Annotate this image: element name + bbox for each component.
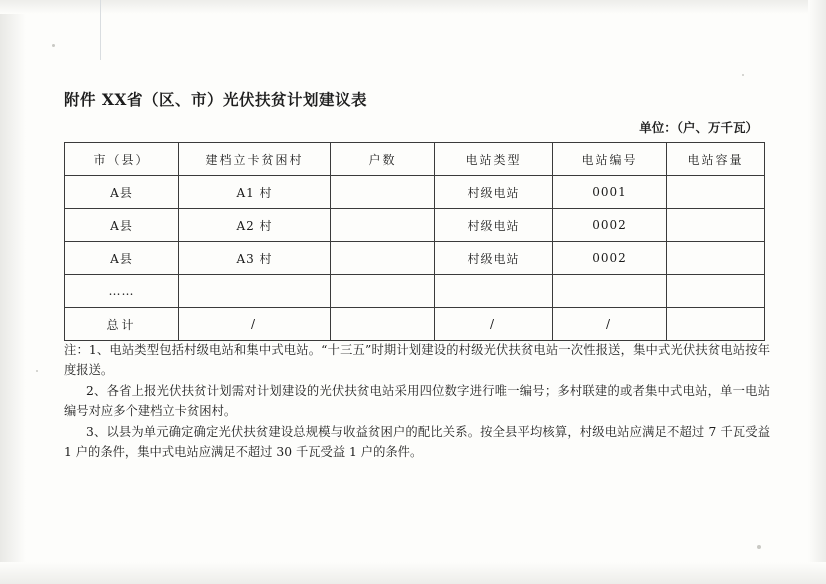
column-header-households: 户数 — [331, 143, 435, 176]
cell-city: A县 — [65, 242, 179, 275]
table-row — [65, 242, 765, 275]
table-row-ellipsis — [65, 275, 765, 308]
column-header-city: 市（县） — [65, 143, 179, 176]
cell-station-code: 0002 — [553, 209, 667, 242]
cell-station-type: 村级电站 — [435, 242, 553, 275]
table-row — [65, 209, 765, 242]
cell-station-capacity — [667, 275, 765, 308]
cell-households — [331, 308, 435, 341]
cell-station-type — [435, 275, 553, 308]
cell-households — [331, 275, 435, 308]
plan-table — [64, 142, 765, 341]
cell-village: A1 村 — [179, 176, 331, 209]
cell-station-type: 村级电站 — [435, 209, 553, 242]
cell-station-code: 0001 — [553, 176, 667, 209]
cell-city: A县 — [65, 176, 179, 209]
cell-station-code: / — [553, 308, 667, 341]
column-header-station-capacity: 电站容量 — [667, 143, 765, 176]
footnote-1: 注：1、电站类型包括村级电站和集中式电站。“十三五”时期计划建设的村级光伏扶贫电站一次性报送，集中式光伏扶贫电站按年度报送。 — [64, 343, 770, 377]
cell-station-capacity — [667, 209, 765, 242]
cell-households — [331, 242, 435, 275]
cell-station-code — [553, 275, 667, 308]
cell-station-code: 0002 — [553, 242, 667, 275]
table-row — [65, 176, 765, 209]
table-row-total — [65, 308, 765, 341]
column-header-station-type: 电站类型 — [435, 143, 553, 176]
cell-village: / — [179, 308, 331, 341]
footnote-2: 2、各省上报光伏扶贫计划需对计划建设的光伏扶贫电站采用四位数字进行唯一编号；多村联建的或者集中式电站，单一电站编号对应多个建档立卡贫困村。 — [64, 384, 770, 418]
cell-village: A2 村 — [179, 209, 331, 242]
cell-station-capacity — [667, 176, 765, 209]
footnotes — [64, 340, 770, 463]
cell-city: A县 — [65, 209, 179, 242]
table-header-row — [65, 143, 765, 176]
cell-village — [179, 275, 331, 308]
cell-households — [331, 209, 435, 242]
page-title: 附件 XX省（区、市）光伏扶贫计划建议表 — [64, 90, 367, 109]
footnote-3: 3、以县为单元确定确定光伏扶贫建设总规模与收益贫困户的配比关系。按全县平均核算，村级电站应满足不超过 7 千瓦受益 1 户的条件，集中式电站应满足不超过 30 千瓦受益 1 户的条件。 — [64, 425, 770, 459]
cell-city: …… — [65, 275, 179, 308]
column-header-station-code: 电站编号 — [553, 143, 667, 176]
cell-station-type: 村级电站 — [435, 176, 553, 209]
cell-village: A3 村 — [179, 242, 331, 275]
cell-station-type: / — [435, 308, 553, 341]
cell-city: 总计 — [65, 308, 179, 341]
cell-station-capacity — [667, 308, 765, 341]
cell-households — [331, 176, 435, 209]
column-header-village: 建档立卡贫困村 — [179, 143, 331, 176]
unit-note: 单位：（户、万千瓦） — [639, 120, 758, 135]
cell-station-capacity — [667, 242, 765, 275]
